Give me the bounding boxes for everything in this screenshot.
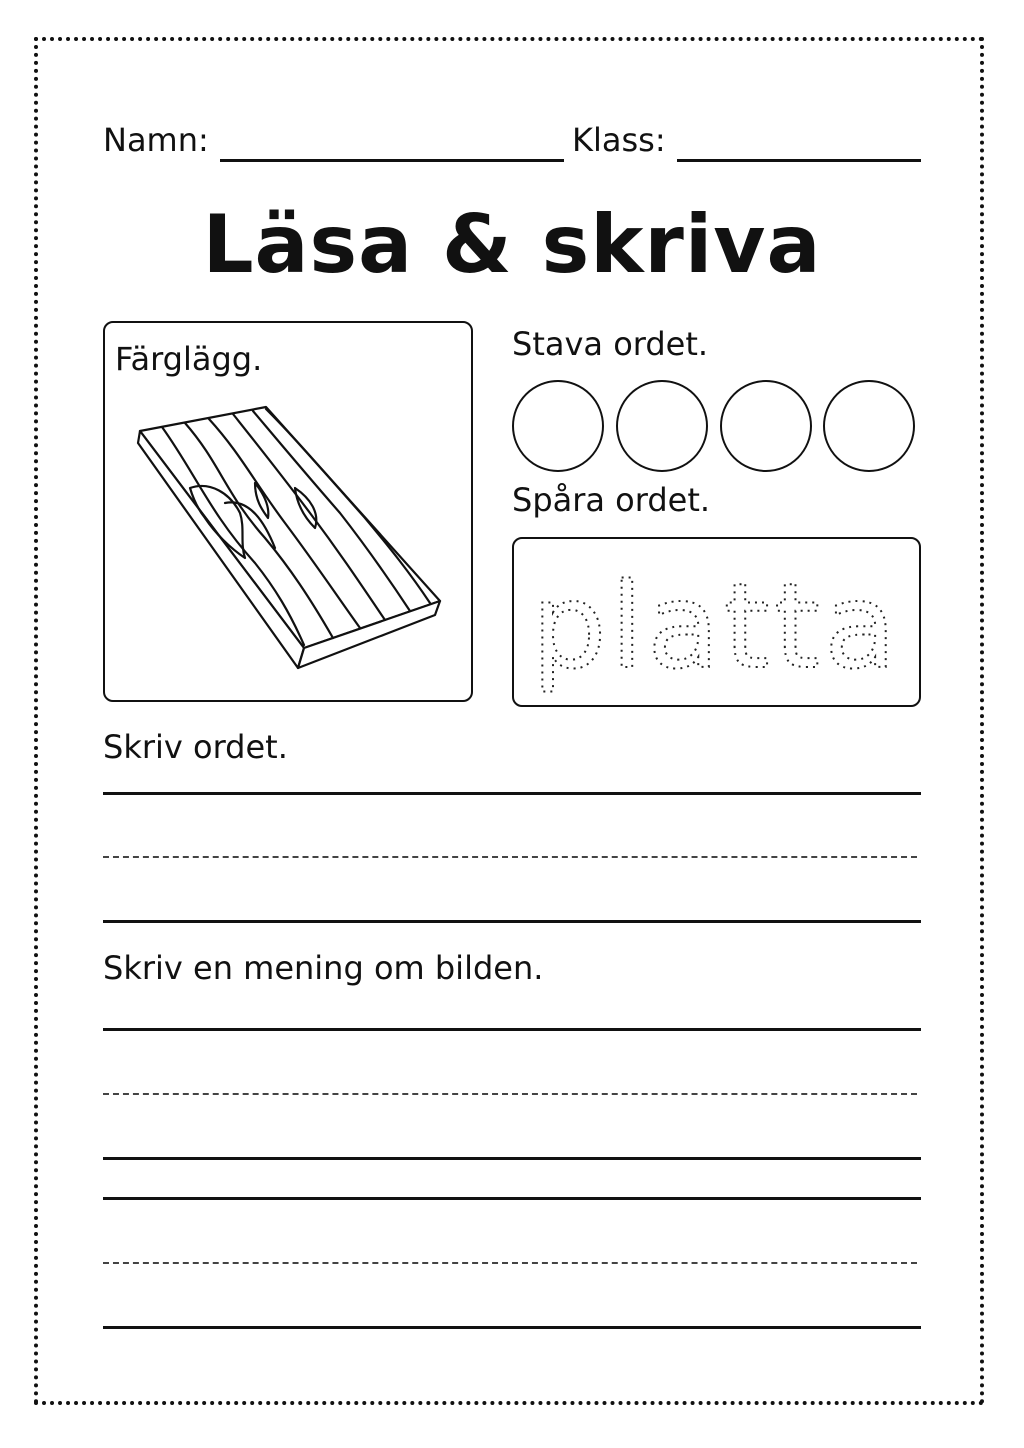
spell-label: Stava ordet. <box>512 325 709 363</box>
wooden-plank-icon <box>105 323 471 700</box>
sentence-row1-base-line[interactable] <box>103 1157 921 1160</box>
name-write-line[interactable] <box>220 159 564 162</box>
sentence-row1-mid-line <box>103 1093 917 1095</box>
sentence-row2-top-line[interactable] <box>103 1197 921 1200</box>
trace-word: platta <box>531 557 901 695</box>
class-label: Klass: <box>572 121 666 159</box>
write-sentence-label: Skriv en mening om bilden. <box>103 949 544 987</box>
page-title: Läsa & skriva <box>202 198 822 291</box>
class-write-line[interactable] <box>677 159 921 162</box>
trace-box[interactable] <box>512 537 921 707</box>
letter-circle-2[interactable] <box>616 380 708 472</box>
write-word-top-line[interactable] <box>103 792 921 795</box>
sentence-row1-top-line[interactable] <box>103 1028 921 1031</box>
letter-circle-3[interactable] <box>720 380 812 472</box>
write-word-mid-line <box>103 856 917 858</box>
letter-circle-1[interactable] <box>512 380 604 472</box>
coloring-box <box>103 321 473 702</box>
write-word-base-line[interactable] <box>103 920 921 923</box>
sentence-row2-base-line[interactable] <box>103 1326 921 1329</box>
name-label: Namn: <box>103 121 209 159</box>
coloring-label: Färglägg. <box>115 340 263 378</box>
trace-word-graphic <box>514 539 919 705</box>
write-word-label: Skriv ordet. <box>103 728 288 766</box>
sentence-row2-mid-line <box>103 1262 917 1264</box>
trace-label: Spåra ordet. <box>512 481 711 519</box>
letter-circle-4[interactable] <box>823 380 915 472</box>
